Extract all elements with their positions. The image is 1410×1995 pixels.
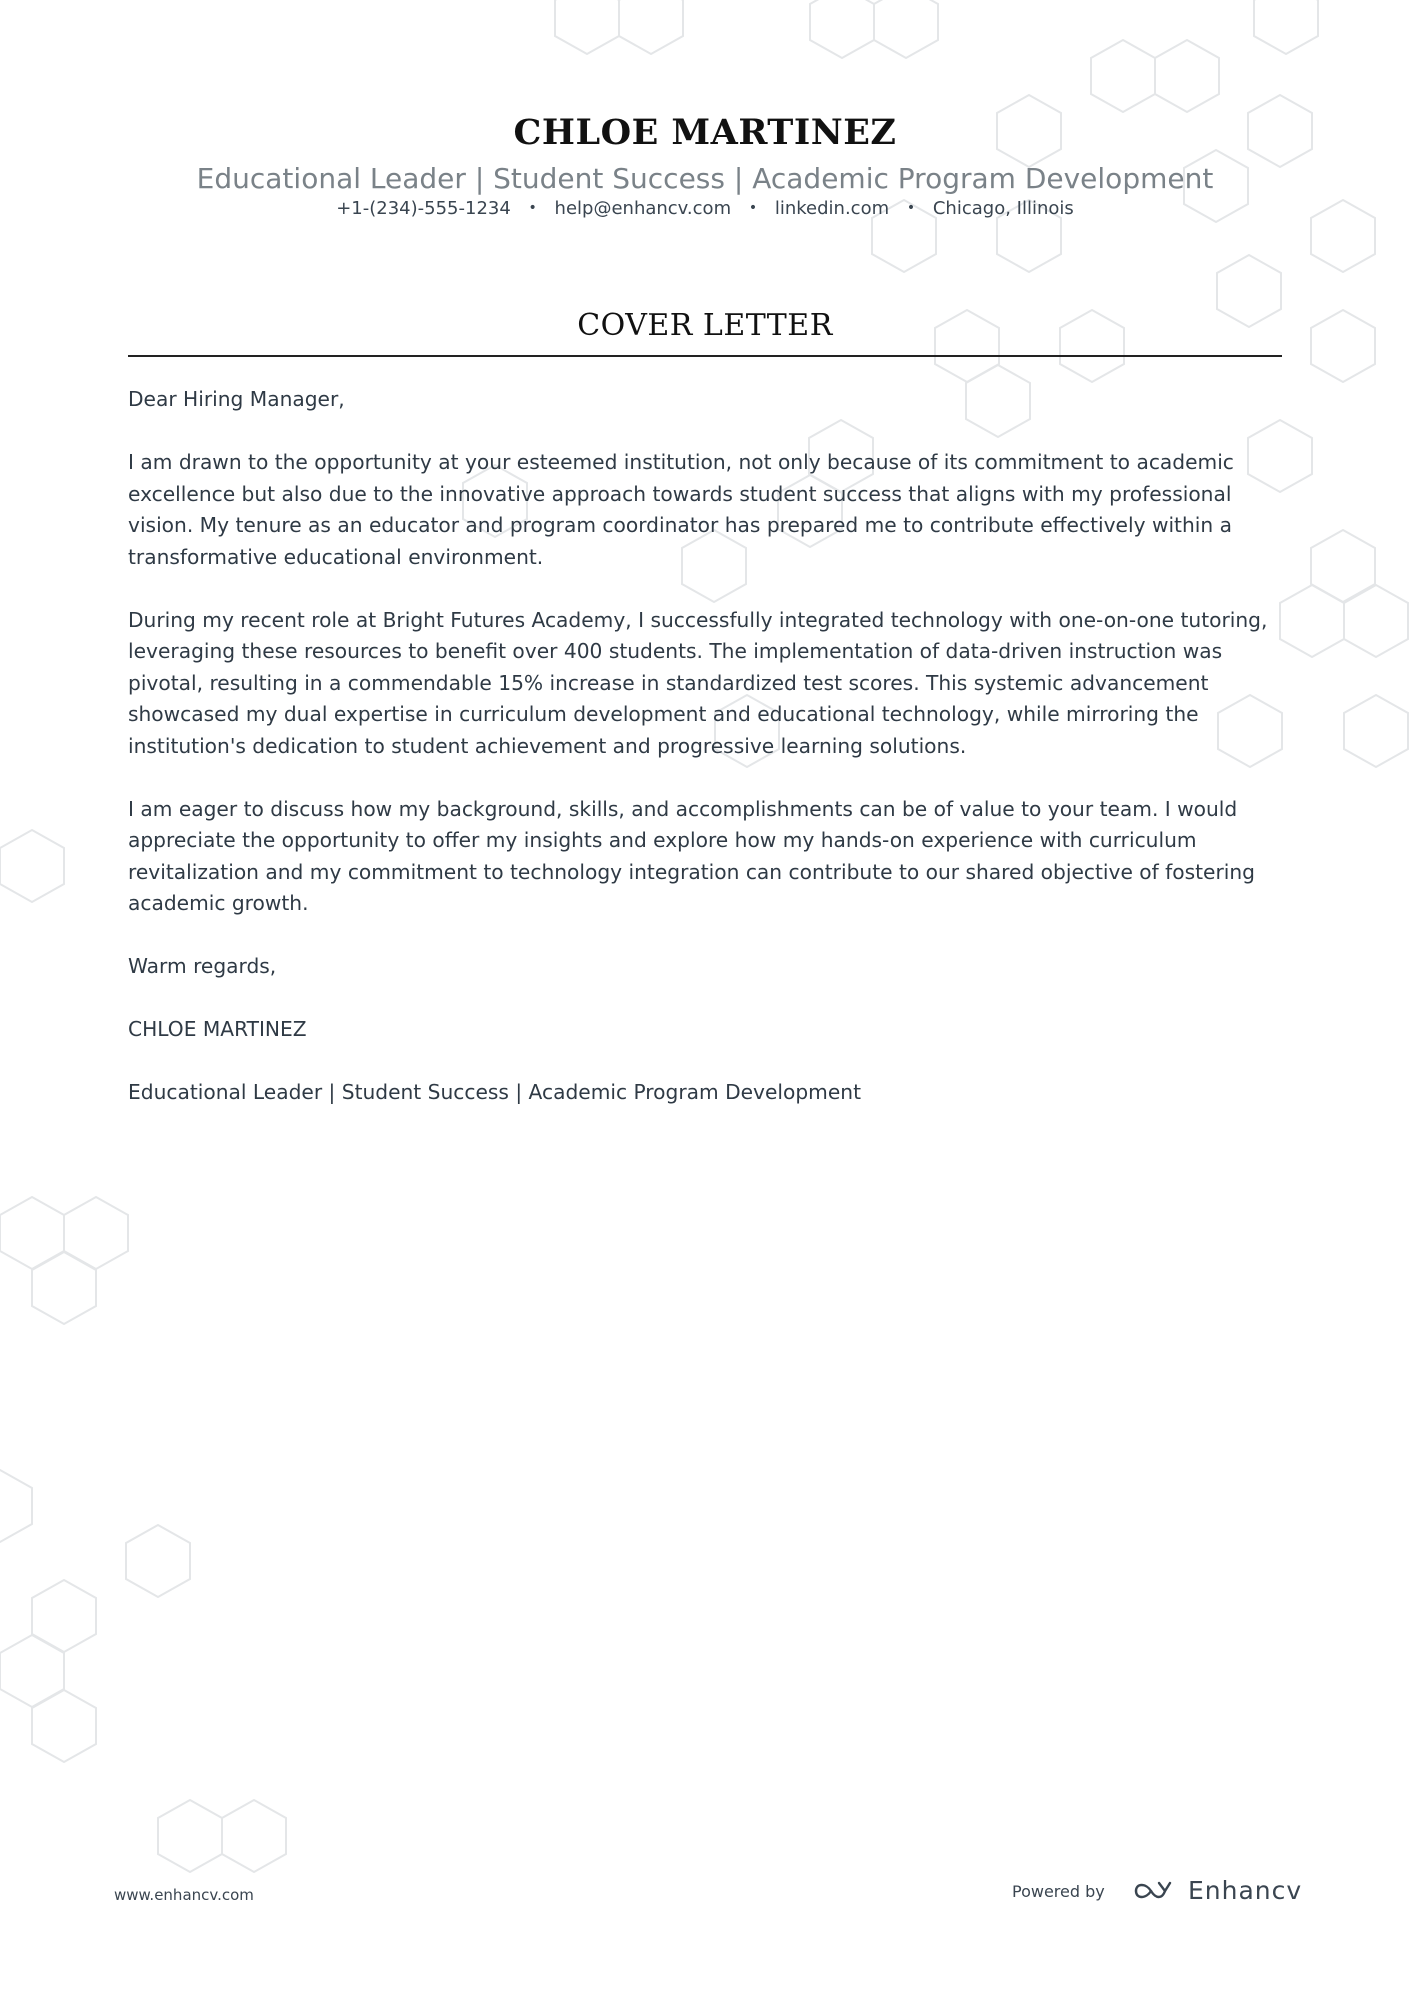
powered-by-label: Powered by xyxy=(1012,1882,1105,1901)
letter-paragraph: I am eager to discuss how my background, skills, and accomplishments can be of value to your team. I would appreciate the opportunity to offer my insights and explore how my hands-on experience with curriculum revitalization and my commitment to technology integration can contribute to our shared objective of fostering academic growth. xyxy=(128,796,1255,915)
letter-paragraph: I am drawn to the opportunity at your esteemed institution, not only because of its commitment to academic excellence but also due to the innovative approach towards student success that aligns with my professional vision. My tenure as an educator and program coordinator has prepared me to contribute effectively within a transformative educational environment. xyxy=(128,450,1234,569)
applicant-headline: Educational Leader | Student Success | Academic Program Development xyxy=(196,162,1214,195)
brand-logo[interactable] xyxy=(1132,1876,1302,1905)
section-title: COVER LETTER xyxy=(577,308,833,343)
contact-linkedin[interactable]: linkedin.com xyxy=(774,198,890,219)
applicant-name: CHLOE MARTINEZ xyxy=(513,112,897,153)
contact-phone: +1-(234)-555-1234 xyxy=(336,198,511,219)
enhancv-logo-icon xyxy=(1132,1879,1178,1903)
salutation: Dear Hiring Manager, xyxy=(128,387,345,411)
contact-email[interactable]: help@enhancv.com xyxy=(554,198,732,219)
signature-name: CHLOE MARTINEZ xyxy=(128,1017,307,1041)
contact-separator: • xyxy=(906,200,916,216)
contact-line xyxy=(0,198,1410,219)
section-divider xyxy=(128,355,1282,357)
brand-name: Enhancv xyxy=(1188,1876,1303,1905)
signature-title: Educational Leader | Student Success | Academic Program Development xyxy=(128,1080,861,1104)
letter-paragraph: During my recent role at Bright Futures Academy, I successfully integrated technology with one-on-one tutoring, leveraging these resources to benefit over 400 students. The implementation of data-driven instruction was pivotal, resulting in a commendable 15% increase in standardized test scores. This systemic advancement showcased my dual expertise in curriculum development and educational technology, while mirroring the institution's dedication to student achievement and progressive learning solutions. xyxy=(128,607,1268,758)
footer-url[interactable]: www.enhancv.com xyxy=(114,1886,254,1904)
letter-body xyxy=(128,384,1288,1140)
contact-location: Chicago, Illinois xyxy=(932,198,1074,219)
contact-separator: • xyxy=(528,200,537,216)
closing: Warm regards, xyxy=(128,954,277,978)
contact-separator: • xyxy=(748,200,758,216)
